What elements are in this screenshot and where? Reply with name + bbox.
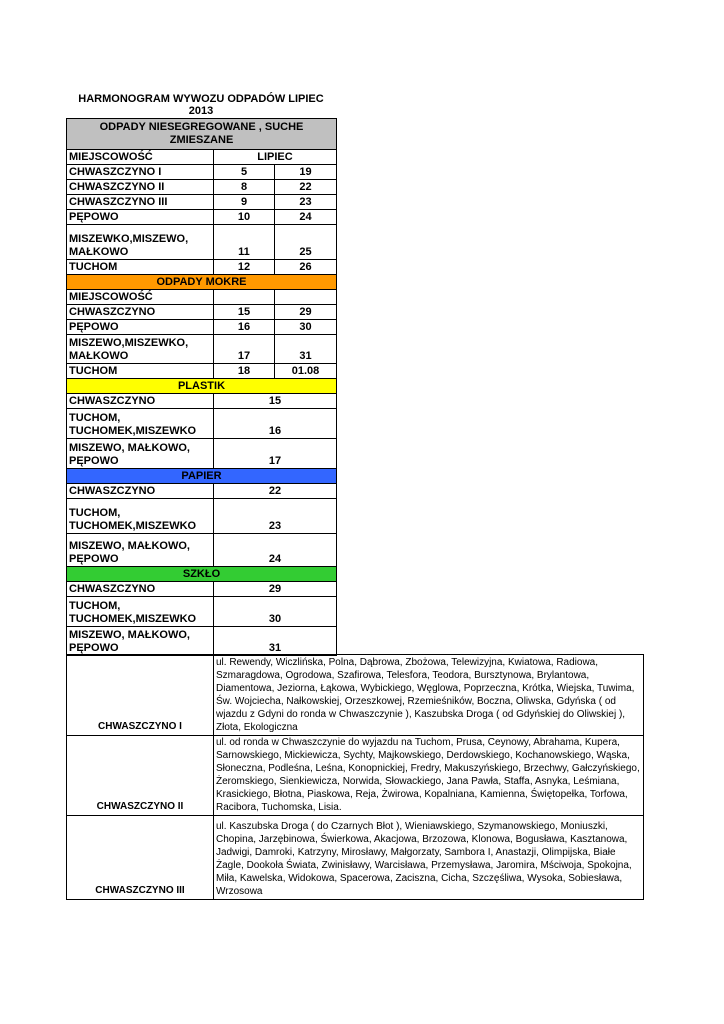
place-cell: CHWASZCZYNO I: [67, 165, 214, 180]
street-list: ul. Kaszubska Droga ( do Czarnych Błot ), Wieniawskiego, Szymanowskiego, Moniuszki, Chopina, Jarzębinowa, Świerkowa, Akacjowa, Brzozowa, Klonowa, Bogusława, Kasztanowa, Jadwigi, Damroki, Katrzyny, Mirosławy, Małgorzaty, Sambora I, Anastazji, Olimpijska, Białe Żagle, Dookoła Świata, Zwinisławy, Warcisława, Przemysława, Jaromira, Mściwoja, Spokojna, Miła, Kawelska, Widokowa, Spacerowa, Zaciszna, Cicha, Szczęśliwa, Wysoka, Sobiesława, Wrzosowa: [214, 816, 644, 900]
place-cell: TUCHOM: [67, 364, 214, 379]
date-cell: 24: [214, 534, 337, 567]
table-row: [67, 655, 644, 736]
date-cell: 22: [214, 484, 337, 499]
table-row: [67, 180, 337, 195]
empty-cell: [214, 290, 275, 305]
paper-header: PAPIER: [67, 469, 337, 484]
place-cell: MISZEWO,MISZEWKO, MAŁKOWO: [67, 335, 214, 364]
date-cell: 12: [214, 260, 275, 275]
place-cell: MISZEWO, MAŁKOWO, PĘPOWO: [67, 627, 214, 656]
date-cell: 29: [275, 305, 337, 320]
table-row: [67, 484, 337, 499]
place-cell: CHWASZCZYNO: [67, 305, 214, 320]
table-row: [67, 364, 337, 379]
date-cell: 8: [214, 180, 275, 195]
column-header-place: MIEJSCOWOŚĆ: [67, 150, 214, 165]
date-cell: 15: [214, 305, 275, 320]
date-cell: 30: [275, 320, 337, 335]
plastic-header: PLASTIK: [67, 379, 337, 394]
place-cell: CHWASZCZYNO: [67, 484, 214, 499]
place-cell: CHWASZCZYNO II: [67, 180, 214, 195]
table-row: [67, 335, 337, 364]
date-cell: 24: [275, 210, 337, 225]
date-cell: 25: [275, 225, 337, 260]
district-name: CHWASZCZYNO III: [67, 816, 214, 900]
table-row: [67, 305, 337, 320]
table-row: [67, 165, 337, 180]
table-row: [67, 627, 337, 656]
date-cell: 5: [214, 165, 275, 180]
table-row: [67, 225, 337, 260]
date-cell: 17: [214, 439, 337, 469]
place-cell: PĘPOWO: [67, 210, 214, 225]
date-cell: 17: [214, 335, 275, 364]
place-cell: TUCHOM, TUCHOMEK,MISZEWKO: [67, 499, 214, 534]
table-row: [67, 195, 337, 210]
date-cell: 22: [275, 180, 337, 195]
place-cell: CHWASZCZYNO: [67, 394, 214, 409]
date-cell: 23: [214, 499, 337, 534]
document-year: 2013: [188, 105, 214, 117]
table-row: [67, 534, 337, 567]
street-list: ul. Rewendy, Wiczlińska, Polna, Dąbrowa, Zbożowa, Telewizyjna, Kwiatowa, Radiowa, Szmaragdowa, Ogrodowa, Szafirowa, Telesfora, Teodora, Bursztynowa, Brylantowa, Diamentowa, Jeziorna, Łąkowa, Wybickiego, Węglowa, Poprzeczna, Krótka, Wiejska, Tuwima, Św. Wojciecha, Nałkowskiej, Orzeszkowej, Rzemieśników, Boczna, Oliwska, Gdyńska ( od wjazdu z Gdyni do ronda w Chwaszczynie ), Kaszubska Droga ( od Gdyńskiej do Oliwskiej ), Złota, Ekologiczna: [214, 655, 644, 736]
date-cell: 9: [214, 195, 275, 210]
table-row: [67, 210, 337, 225]
place-cell: CHWASZCZYNO III: [67, 195, 214, 210]
table-row: [67, 260, 337, 275]
table-row: [67, 320, 337, 335]
table-row: [67, 409, 337, 439]
date-cell: 01.08: [275, 364, 337, 379]
place-cell: MISZEWO, MAŁKOWO, PĘPOWO: [67, 439, 214, 469]
table-row: [67, 597, 337, 627]
glass-header: SZKŁO: [67, 567, 337, 582]
table-row: [67, 736, 644, 816]
date-cell: 10: [214, 210, 275, 225]
column-header-place: MIEJSCOWOŚĆ: [67, 290, 214, 305]
district-name: CHWASZCZYNO I: [67, 655, 214, 736]
date-cell: 16: [214, 320, 275, 335]
place-cell: CHWASZCZYNO: [67, 582, 214, 597]
date-cell: 19: [275, 165, 337, 180]
table-row: [67, 582, 337, 597]
district-name: CHWASZCZYNO II: [67, 736, 214, 816]
table-row: [67, 439, 337, 469]
column-header-month: LIPIEC: [214, 150, 337, 165]
place-cell: TUCHOM, TUCHOMEK,MISZEWKO: [67, 409, 214, 439]
date-cell: 31: [214, 627, 337, 656]
date-cell: 11: [214, 225, 275, 260]
mixed-waste-header: ODPADY NIESEGREGOWANE , SUCHE ZMIESZANE: [67, 119, 337, 150]
date-cell: 31: [275, 335, 337, 364]
place-cell: TUCHOM, TUCHOMEK,MISZEWKO: [67, 597, 214, 627]
table-row: [67, 816, 644, 900]
place-cell: PĘPOWO: [67, 320, 214, 335]
streets-table: [66, 654, 644, 900]
table-row: [67, 394, 337, 409]
date-cell: 26: [275, 260, 337, 275]
place-cell: MISZEWKO,MISZEWO, MAŁKOWO: [67, 225, 214, 260]
date-cell: 15: [214, 394, 337, 409]
street-list: ul. od ronda w Chwaszczynie do wyjazdu na Tuchom, Prusa, Ceynowy, Abrahama, Kupera, Sarnowskiego, Mickiewicza, Sychty, Majkowskiego, Derdowskiego, Kochanowskiego, Wąska, Słoneczna, Podleśna, Leśna, Konopnickiej, Fredry, Makuszyńskiego, Brzechwy, Gałczyńskiego, Żeromskiego, Sienkiewicza, Norwida, Słowackiego, Jana Pawła, Staffa, Asnyka, Leśmiana, Krasickiego, Błotna, Piaskowa, Reja, Żwirowa, Kopalniana, Kamienna, Świętopełka, Torfowa, Racibora, Tuchomska, Lisia.: [214, 736, 644, 816]
schedule-table: [66, 118, 337, 656]
table-row: [67, 499, 337, 534]
empty-cell: [275, 290, 337, 305]
date-cell: 29: [214, 582, 337, 597]
wet-waste-header: ODPADY MOKRE: [67, 275, 337, 290]
place-cell: TUCHOM: [67, 260, 214, 275]
document-title: HARMONOGRAM WYWOZU ODPADÓW LIPIEC: [78, 93, 324, 105]
date-cell: 23: [275, 195, 337, 210]
place-cell: MISZEWO, MAŁKOWO, PĘPOWO: [67, 534, 214, 567]
date-cell: 18: [214, 364, 275, 379]
date-cell: 30: [214, 597, 337, 627]
date-cell: 16: [214, 409, 337, 439]
